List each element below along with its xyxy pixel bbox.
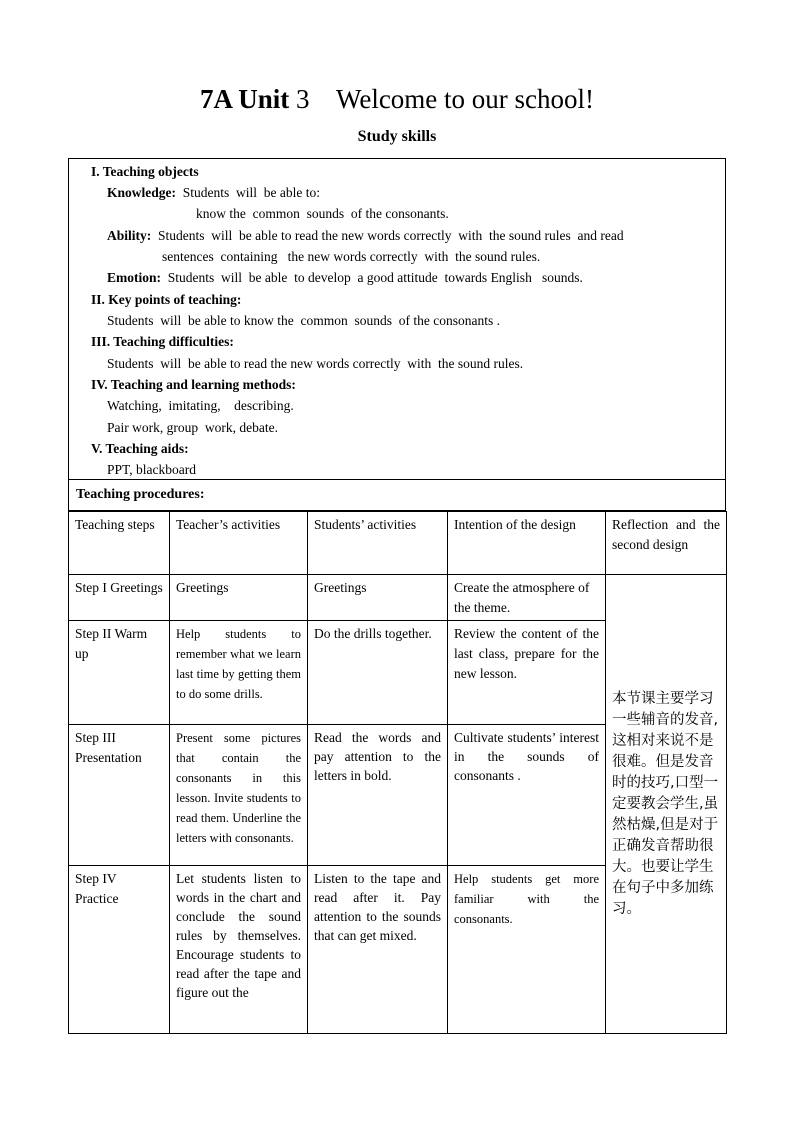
intention-cell: Create the atmosphere of the theme. [448,575,606,621]
step-cell: Step IV Practice [69,866,170,1034]
ability-line [107,227,624,245]
students-cell: Read the words and pay attention to the letters in bold. [308,725,448,866]
section-3-text: Students will be able to read the new words correctly with the sound rules. [107,356,524,371]
col-header-intention: Intention of the design [448,512,606,575]
ability-text: Students will be able to read the new words correctly with the sound rules and read [151,228,624,243]
teacher-cell [170,866,308,1034]
col-header-steps: Teaching steps [69,512,170,575]
document-subtitle: Study skills [357,128,437,145]
students-cell: Do the drills together. [308,621,448,725]
col-header-students: Students’ activities [308,512,448,575]
section-4-heading: IV. Teaching and learning methods: [91,377,296,392]
teacher-cell: Help students to remember what we learn last time by getting them to do some drills. [170,621,308,725]
knowledge-text: Students will be able to: [176,185,320,200]
emotion-label: Emotion: [107,270,161,285]
step-cell: Step II Warm up [69,621,170,725]
document-title [0,82,794,116]
col-header-teacher: Teacher’s activities [170,512,308,575]
reflection-cell: 本节课主要学习一些辅音的发音,这相对来说不是很难。但是发音时的技巧,口型一定要教会学生,虽然枯燥,但是对于正确发音帮助很大。也要让学生在句子中多加练习。 [606,575,727,1034]
objectives-box [68,158,726,480]
intention-cell: Cultivate students’ interest in the sounds of consonants . [448,725,606,866]
table-header-row [69,512,727,575]
step-cell: Step III Presentation [69,725,170,866]
intention-cell: Help students get more familiar with the consonants. [448,866,606,1034]
title-rest: 3 Welcome to our school! [289,84,595,114]
students-cell: Listen to the tape and read after it. Pay attention to the sounds that can get mixed. [308,866,448,1034]
section-2-text: Students will be able to know the common sounds of the consonants . [107,313,500,328]
section-1-heading: I. Teaching objects [91,164,199,179]
intention-cell: Review the content of the last class, prepare for the new lesson. [448,621,606,725]
knowledge-line [107,184,320,202]
ability-label: Ability: [107,228,152,243]
procedures-heading: Teaching procedures: [68,480,726,511]
emotion-line [107,269,583,287]
step-cell: Step I Greetings [69,575,170,621]
section-4-text-1: Watching, imitating, describing. [107,398,294,413]
ability-text-2: sentences containing the new words correctly with the sound rules. [162,249,541,264]
section-3-heading: III. Teaching difficulties: [91,334,234,349]
teacher-cell-text: Let students listen to words in the chart and conclude the sound rules by themselves. Encourage students to read after the tape and figure out the [176,871,301,1000]
table-row [69,575,727,621]
teacher-cell: Present some pictures that contain the consonants in this lesson. Invite students to read them. Underline the letters with consonants. [170,725,308,866]
title-unit: 7A Unit [199,84,290,114]
section-2-heading: II. Key points of teaching: [91,292,242,307]
section-5-heading: V. Teaching aids: [91,441,189,456]
section-5-text: PPT, blackboard [107,462,196,477]
knowledge-label: Knowledge: [107,185,176,200]
col-header-reflection: Reflection and the second design [606,512,727,575]
teacher-cell: Greetings [170,575,308,621]
procedures-table [68,511,727,1034]
section-4-text-2: Pair work, group work, debate. [107,420,278,435]
students-cell: Greetings [308,575,448,621]
emotion-text: Students will be able to develop a good attitude towards English sounds. [161,270,583,285]
knowledge-detail: know the common sounds of the consonants. [196,206,449,221]
